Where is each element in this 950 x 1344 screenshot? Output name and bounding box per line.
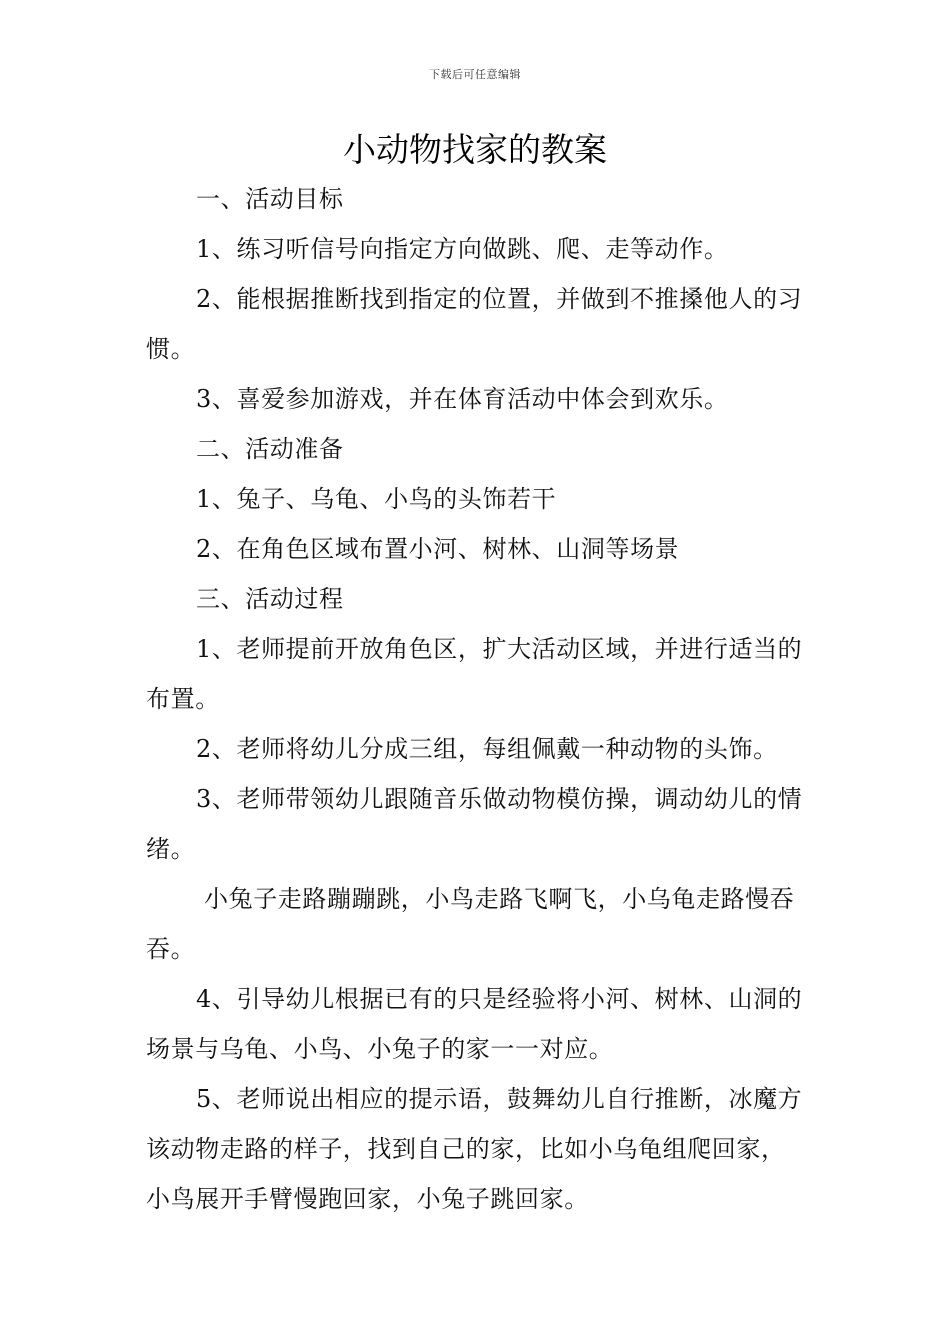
process-item-2: 2、老师将幼儿分成三组，每组佩戴一种动物的头饰。 xyxy=(196,735,778,763)
process-item-1: 1、老师提前开放角色区，扩大活动区域，并进行适当的布置。 xyxy=(146,635,803,713)
section-heading-goals: 一、活动目标 xyxy=(196,185,344,213)
goal-item-2: 2、能根据推断找到指定的位置，并做到不推搡他人的习惯。 xyxy=(146,285,803,363)
process-item-5: 5、老师说出相应的提示语，鼓舞幼儿自行推断，冰魔方该动物走路的样子，找到自己的家，比如小乌龟组爬回家，小鸟展开手臂慢跑回家，小兔子跳回家。 xyxy=(146,1085,803,1213)
section-heading-process: 三、活动过程 xyxy=(196,585,344,613)
preparation-item-1: 1、兔子、乌龟、小鸟的头饰若干 xyxy=(196,485,557,513)
document-title: 小动物找家的教案 xyxy=(343,130,607,169)
document-body xyxy=(146,174,810,1224)
goal-item-3: 3、喜爱参加游戏，并在体育活动中体会到欢乐。 xyxy=(196,385,729,413)
preparation-item-2: 2、在角色区域布置小河、树林、山洞等场景 xyxy=(196,535,680,563)
header-note: 下载后可任意编辑 xyxy=(429,68,521,81)
goal-item-1: 1、练习听信号向指定方向做跳、爬、走等动作。 xyxy=(196,235,729,263)
rhyme-paragraph: 小兔子走路蹦蹦跳，小鸟走路飞啊飞，小乌龟走路慢吞吞。 xyxy=(146,885,795,963)
process-item-4: 4、引导幼儿根据已有的只是经验将小河、树林、山洞的场景与乌龟、小鸟、小兔子的家一一对应。 xyxy=(146,985,803,1063)
section-heading-preparation: 二、活动准备 xyxy=(196,435,344,463)
process-item-3: 3、老师带领幼儿跟随音乐做动物模仿操，调动幼儿的情绪。 xyxy=(146,785,803,863)
